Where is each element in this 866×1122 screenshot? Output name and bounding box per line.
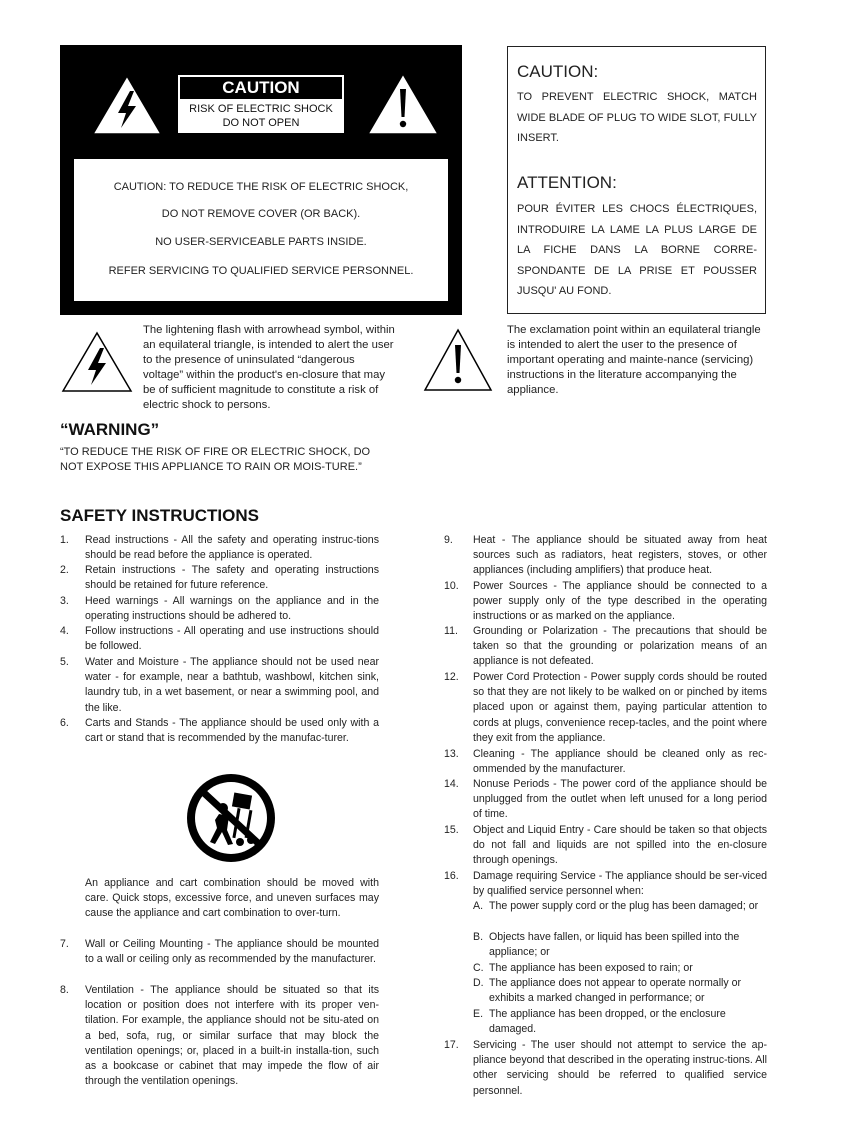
item-text: Retain instructions - The safety and operating instructions should be retained for future reference.: [85, 564, 379, 592]
item-number: 2.: [60, 564, 69, 576]
subitem-text: Objects have fallen, or liquid has been spilled into the appliance; or: [489, 931, 740, 959]
subitem-letter: D.: [473, 977, 484, 989]
warning-text: “TO REDUCE THE RISK OF FIRE OR ELECTRIC SHOCK, DO NOT EXPOSE THIS APPLIANCE TO RAIN OR MOIS-TURE.”: [60, 446, 371, 473]
item-text: Heat - The appliance should be situated away from heat sources such as radiators, heat registers, stoves, or other appliances (including amplifiers) that produce heat.: [473, 534, 767, 577]
caution-line: DO NOT REMOVE COVER (OR BACK).: [161, 208, 361, 220]
attention-text: POUR ÉVITER LES CHOCS ÉLECTRIQUES, INTRODUIRE LA LAME LA PLUS LARGE DE LA FICHE DANS LA BORNE CORRE-SPONDANTE DE LA PRISE ET POUSSER JUSQU' AU FOND.: [517, 203, 757, 297]
item-number: 13.: [444, 748, 459, 760]
item-number: 6.: [60, 717, 69, 729]
item-number: 17.: [444, 1039, 459, 1051]
item-text: Water and Moisture - The appliance should not be used near water - for example, near a bathtub, washbowl, kitchen sink, laundry tub, in a wet basement, or near a swimming pool, and the like.: [85, 656, 379, 714]
caution-text: TO PREVENT ELECTRIC SHOCK, MATCH WIDE BLADE OF PLUG TO WIDE SLOT, FULLY INSERT.: [517, 91, 757, 144]
subitem-letter: B.: [473, 931, 484, 943]
caution-line: REFER SERVICING TO QUALIFIED SERVICE PERSONNEL.: [108, 265, 414, 277]
item-number: 7.: [60, 938, 69, 950]
subitem-text: The appliance has been dropped, or the enclosure damaged.: [489, 1008, 726, 1036]
caution-box: [60, 45, 462, 315]
subitem-letter: A.: [473, 900, 484, 912]
item-number: 9.: [444, 534, 453, 546]
lightning-symbol-description: The lightening flash with arrowhead symbol, within an equilateral triangle, is intended to alert the user to the presence of uninsulated “dangerous voltage” within the product's en-closure that may be of sufficient magnitude to constitute a risk of electric shock to persons.: [143, 324, 395, 411]
lightning-triangle-icon: [60, 330, 134, 394]
item-number: 11.: [444, 625, 458, 637]
caution-header: [60, 45, 462, 159]
cart-tip-over-icon: [185, 772, 277, 864]
item-text: Power Sources - The appliance should be connected to a power supply only of the type described in the operating instructions or as marked on the appliance.: [473, 580, 767, 623]
item-text: Grounding or Polarization - The precautions that should be taken so that the grounding or polarization means of an appliance is not defeated.: [473, 625, 767, 668]
item-text: Carts and Stands - The appliance should be used only with a cart or stand that is recommended by the manufac-turer.: [85, 717, 379, 745]
item-text: Nonuse Periods - The power cord of the appliance should be unplugged from the outlet when left unused for a long period of time.: [473, 778, 767, 821]
item-text: Servicing - The user should not attempt to service the ap-pliance beyond that described in the operating instruc-tions. All other servicing should be referred to qualified service personnel.: [473, 1039, 767, 1097]
item-text: Read instructions - All the safety and operating instruc-tions should be read before the appliance is operated.: [85, 534, 379, 562]
item-number: 10.: [444, 580, 459, 592]
item-text: Heed warnings - All warnings on the appliance and in the operating instructions should be adhered to.: [85, 595, 379, 623]
item-number: 15.: [444, 824, 459, 836]
item-text: Object and Liquid Entry - Care should be taken so that objects do not fall and liquids are not spilled into the en-closure through openings.: [473, 824, 767, 867]
item-text: Follow instructions - All operating and use instructions should be followed.: [85, 625, 379, 653]
lightning-warning-icon: [90, 73, 164, 137]
subitem-letter: E.: [473, 1008, 484, 1020]
subitem-letter: C.: [473, 962, 484, 974]
exclamation-warning-icon: [365, 71, 441, 137]
item-text: An appliance and cart combination should be moved with care. Quick stops, excessive force, and uneven surfaces may cause the appliance and cart combination to over-turn.: [85, 877, 379, 920]
caution-label-box: [178, 75, 344, 133]
item-number: 5.: [60, 656, 69, 668]
caution-title: CAUTION: [180, 77, 342, 99]
item-text: Damage requiring Service - The appliance should be ser-viced by qualified service personnel when:: [473, 870, 767, 898]
caution-subtitle-2: DO NOT OPEN: [222, 117, 300, 129]
attention-heading: ATTENTION:: [517, 173, 617, 192]
warning-title: “WARNING”: [60, 420, 160, 439]
item-number: 14.: [444, 778, 459, 790]
item-number: 8.: [60, 984, 69, 996]
item-text: Wall or Ceiling Mounting - The appliance should be mounted to a wall or ceiling only as recommended by the manufacturer.: [85, 938, 379, 966]
subitem-text: The power supply cord or the plug has been damaged; or: [489, 900, 759, 912]
item-number: 12.: [444, 671, 459, 683]
caution-subtitle-1: RISK OF ELECTRIC SHOCK: [189, 103, 333, 115]
item-text: Ventilation - The appliance should be situated so that its location or position does not interfere with its proper ven-tilation. For example, the appliance should not be situ-ated on a bed, sofa, rug, or similar surface that may block the ventilation openings; or, placed in a built-in installa-tion, such as a bookcase or cabinet that may impede the flow of air through the ventilation openings.: [85, 984, 379, 1088]
caution-line: NO USER-SERVICEABLE PARTS INSIDE.: [155, 236, 367, 248]
item-number: 1.: [60, 534, 69, 546]
item-number: 3.: [60, 595, 69, 607]
caution-heading: CAUTION:: [517, 62, 599, 81]
item-number: 16.: [444, 870, 459, 882]
caution-line: CAUTION: TO REDUCE THE RISK OF ELECTRIC SHOCK,: [113, 181, 409, 193]
item-number: 4.: [60, 625, 69, 637]
subitem-text: The appliance has been exposed to rain; or: [489, 962, 693, 974]
plug-caution-box: [507, 46, 766, 314]
exclamation-triangle-icon: [422, 327, 494, 393]
item-text: Cleaning - The appliance should be cleaned only as rec-ommended by the manufacturer.: [473, 748, 767, 776]
item-text: Power Cord Protection - Power supply cords should be routed so that they are not likely to be walked on or pinched by items placed upon or against them, paying particular attention to cords at plugs, convenience recep-tacles, and the point where they exit from the appliance.: [473, 671, 767, 744]
safety-instructions-title: SAFETY INSTRUCTIONS: [60, 506, 259, 525]
exclamation-symbol-description: The exclamation point within an equilateral triangle is intended to alert the user to the presence of important operating and mainte-nance (servicing) instructions in the literature accompanying the appliance.: [507, 324, 761, 396]
subitem-text: The appliance does not appear to operate normally or exhibits a marked changed in performance; or: [489, 977, 742, 1005]
caution-text-panel: [74, 159, 448, 301]
